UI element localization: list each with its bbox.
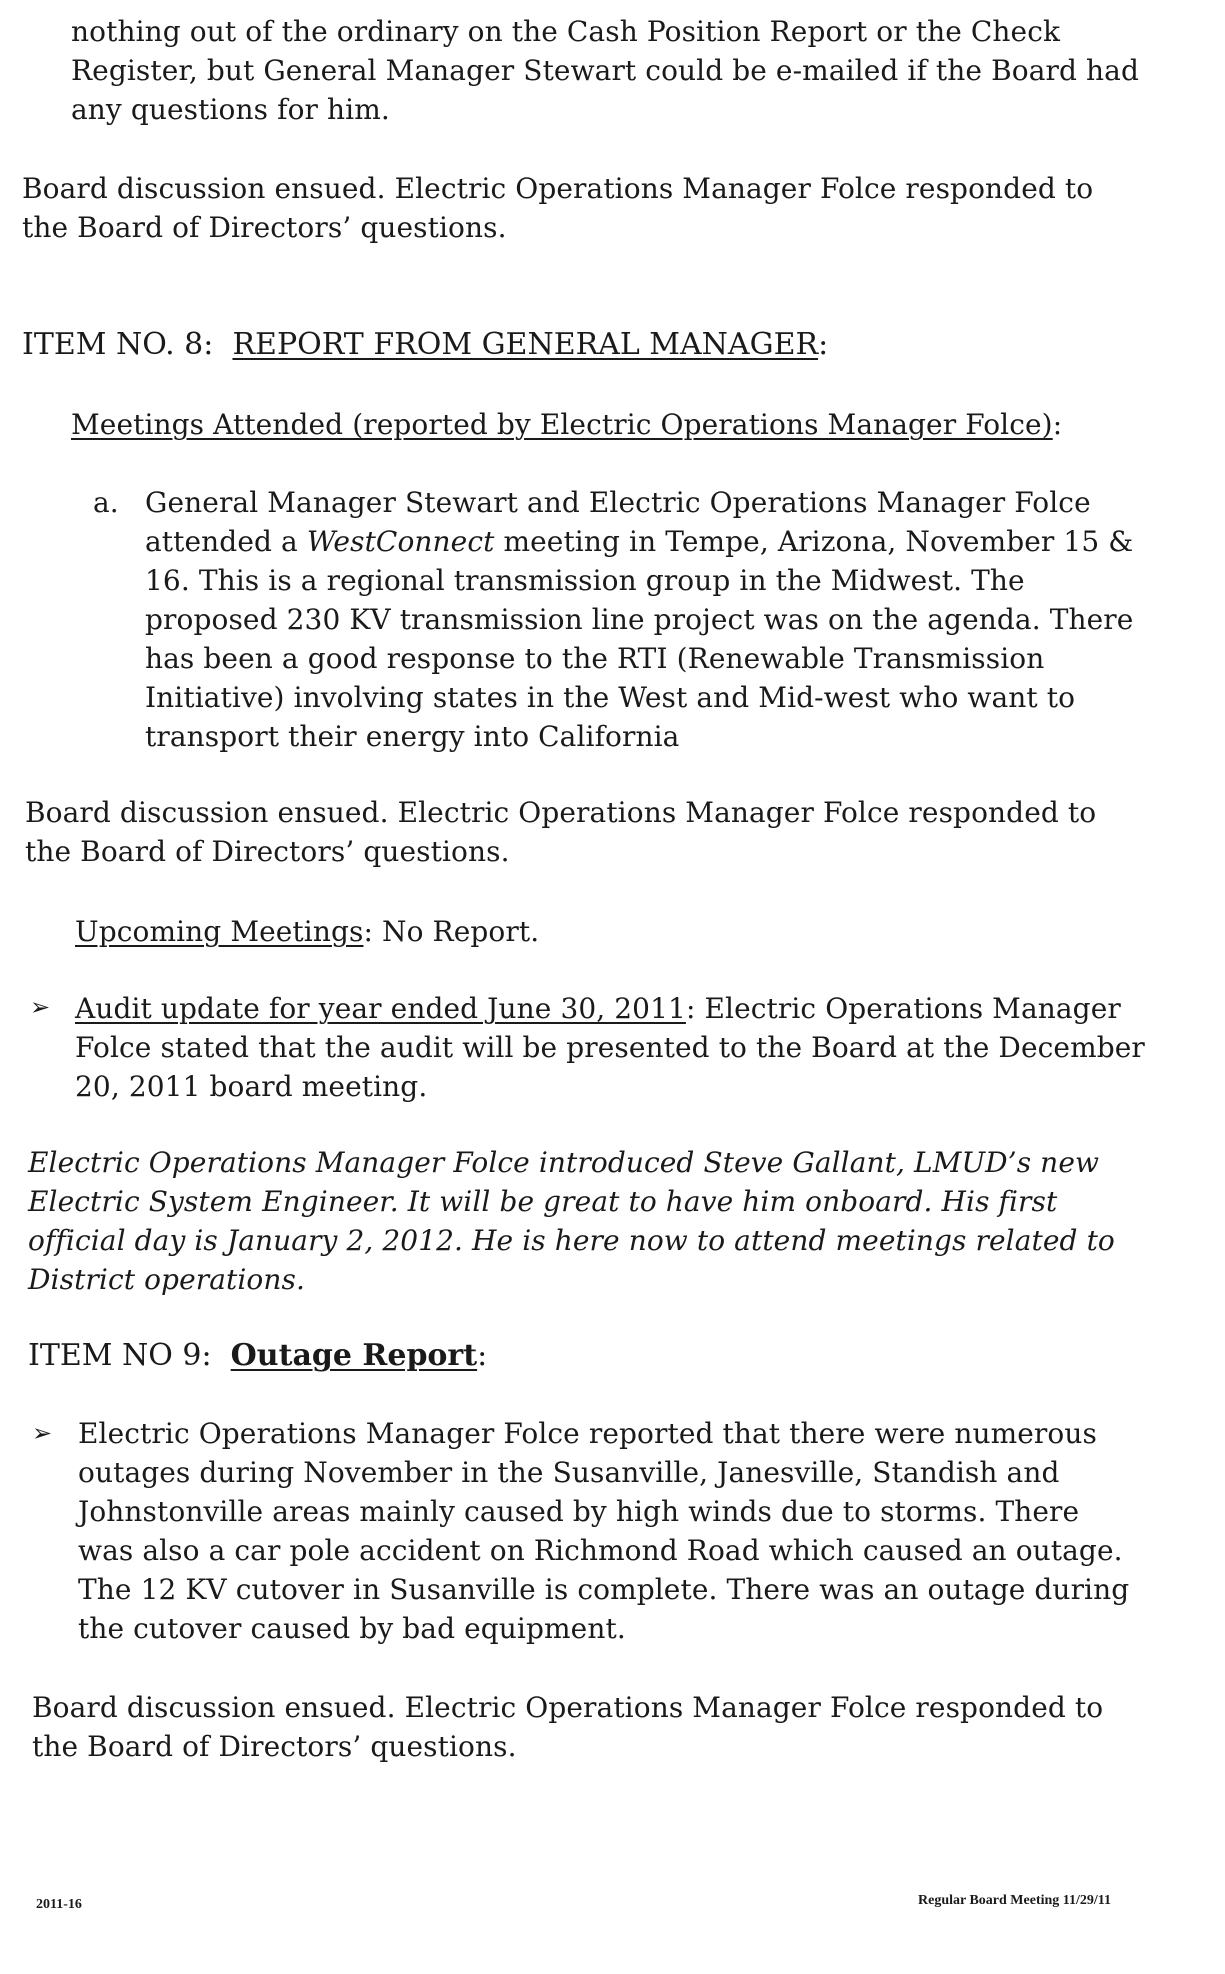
item-a-line-6: Initiative) involving states in the West and Mid-west who want to — [145, 681, 1076, 714]
item-a-line-2-post: meeting in Tempe, Arizona, November 15 & — [494, 525, 1134, 558]
engineer-line-2: Electric System Engineer. It will be great to have him onboard. His first — [28, 1185, 1058, 1218]
outage-line-4: was also a car pole accident on Richmond Road which caused an outage. — [78, 1534, 1123, 1567]
item-8-colon: : — [818, 327, 829, 362]
discussion-paragraph-3 — [32, 1688, 1212, 1766]
intro-line-3: any questions for him. — [71, 93, 390, 126]
item-9-colon: : — [477, 1338, 488, 1373]
meetings-attended-colon: : — [1052, 408, 1063, 441]
outage-line-6: the cutover caused by bad equipment. — [78, 1612, 626, 1645]
item-8-title: REPORT FROM GENERAL MANAGER — [232, 327, 819, 362]
intro-line-2: Register, but General Manager Stewart could be e-mailed if the Board had — [71, 54, 1139, 87]
footer-meeting-date: Regular Board Meeting 11/29/11 — [918, 1893, 1112, 1908]
item-a-line-5: has been a good response to the RTI (Renewable Transmission — [145, 642, 1045, 675]
engineer-line-1: Electric Operations Manager Folce introduced Steve Gallant, LMUD’s new — [28, 1146, 1100, 1179]
discussion-2-line-1: Board discussion ensued. Electric Operations Manager Folce responded to — [25, 796, 1097, 829]
item-a-line-7: transport their energy into California — [145, 720, 680, 753]
discussion-1-line-2: the Board of Directors’ questions. — [22, 211, 507, 244]
item-9-label: ITEM NO 9: — [28, 1338, 212, 1373]
item-8-label: ITEM NO. 8: — [22, 327, 214, 362]
item-a-line-2-pre: attended a — [145, 525, 307, 558]
item-a-line-4: proposed 230 KV transmission line project was on the agenda. There — [145, 603, 1134, 636]
outage-line-2: outages during November in the Susanville, Janesville, Standish and — [78, 1456, 1060, 1489]
item-a-paragraph — [145, 483, 1205, 756]
discussion-2-line-2: the Board of Directors’ questions. — [25, 835, 510, 868]
engineer-line-3: official day is January 2, 2012. He is here now to attend meetings related to — [28, 1224, 1115, 1257]
item-a-line-1: General Manager Stewart and Electric Operations Manager Folce — [145, 486, 1091, 519]
outage-line-3: Johnstonville areas mainly caused by high winds due to storms. There — [78, 1495, 1080, 1528]
audit-line-1-post: : Electric Operations Manager — [685, 992, 1121, 1025]
item-a-line-2 — [145, 522, 1205, 561]
item-a-line-3: 16. This is a regional transmission group in the Midwest. The — [145, 564, 1025, 597]
item-9-heading — [28, 1336, 487, 1376]
audit-line-2: Folce stated that the audit will be presented to the Board at the December — [75, 1031, 1145, 1064]
outage-bullet-icon: ➢ — [32, 1419, 53, 1447]
audit-line-1 — [75, 989, 1205, 1028]
audit-bullet-icon: ➢ — [30, 993, 51, 1021]
outage-paragraph — [78, 1414, 1208, 1648]
engineer-line-4: District operations. — [28, 1263, 305, 1296]
meetings-attended-heading — [71, 405, 1062, 444]
westconnect-name: WestConnect — [306, 525, 495, 558]
upcoming-meetings-text: : No Report. — [363, 915, 540, 948]
discussion-1-line-1: Board discussion ensued. Electric Operations Manager Folce responded to — [22, 172, 1094, 205]
discussion-paragraph-1 — [22, 169, 1202, 247]
footer-page-id: 2011-16 — [36, 1897, 82, 1912]
item-8-heading — [22, 325, 828, 365]
audit-heading: Audit update for year ended June 30, 2011 — [75, 992, 686, 1025]
discussion-3-line-1: Board discussion ensued. Electric Operations Manager Folce responded to — [32, 1691, 1104, 1724]
upcoming-meetings — [75, 912, 539, 951]
discussion-3-line-2: the Board of Directors’ questions. — [32, 1730, 517, 1763]
audit-line-3: 20, 2011 board meeting. — [75, 1070, 428, 1103]
item-a-marker: a. — [93, 486, 119, 519]
upcoming-meetings-label: Upcoming Meetings — [75, 915, 364, 948]
intro-line-1: nothing out of the ordinary on the Cash Position Report or the Check — [71, 15, 1061, 48]
meetings-attended-label: Meetings Attended (reported by Electric Operations Manager Folce) — [71, 408, 1053, 441]
intro-paragraph — [71, 12, 1201, 129]
engineer-introduction — [28, 1143, 1208, 1299]
discussion-paragraph-2 — [25, 793, 1205, 871]
outage-line-5: The 12 KV cutover in Susanville is complete. There was an outage during — [78, 1573, 1130, 1606]
audit-paragraph — [75, 989, 1205, 1106]
outage-line-1: Electric Operations Manager Folce reported that there were numerous — [78, 1417, 1097, 1450]
item-9-title: Outage Report — [230, 1338, 478, 1373]
